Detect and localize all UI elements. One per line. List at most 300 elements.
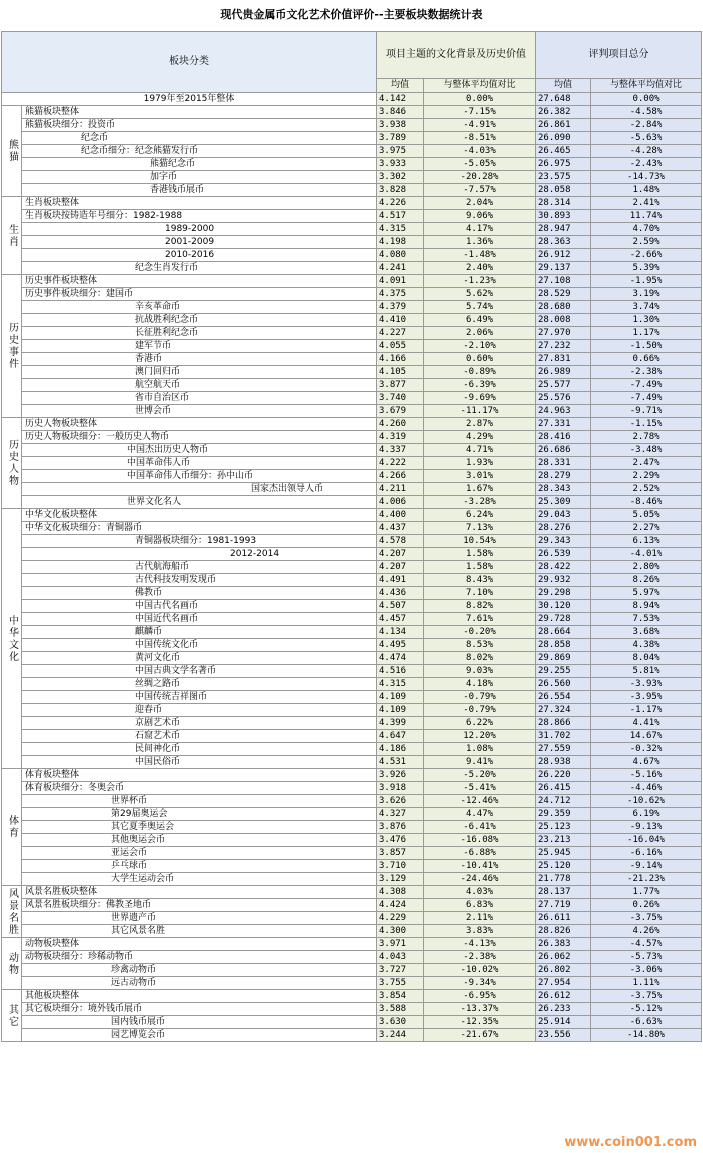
- culture-mean: 4.207: [377, 561, 424, 574]
- culture-compare: 1.58%: [424, 561, 536, 574]
- section-name: 熊猫: [2, 106, 22, 197]
- score-compare: -4.58%: [591, 106, 702, 119]
- row-label: 黄河文化币: [22, 652, 377, 665]
- score-mean: 28.858: [536, 639, 591, 652]
- culture-mean: 3.933: [377, 158, 424, 171]
- score-compare: -7.49%: [591, 379, 702, 392]
- table-row: [2, 574, 702, 587]
- score-mean: 26.686: [536, 444, 591, 457]
- culture-mean: 4.055: [377, 340, 424, 353]
- score-compare: -1.15%: [591, 418, 702, 431]
- culture-compare: -10.02%: [424, 964, 536, 977]
- row-label: 熊猫板块整体: [22, 106, 377, 119]
- row-label: 迎春币: [22, 704, 377, 717]
- row-label: 体育板块细分：冬奥会币: [22, 782, 377, 795]
- culture-compare: 8.02%: [424, 652, 536, 665]
- culture-mean: 3.679: [377, 405, 424, 418]
- row-label: 纪念币: [22, 132, 377, 145]
- score-mean: 29.728: [536, 613, 591, 626]
- culture-mean: 3.877: [377, 379, 424, 392]
- culture-mean: 4.211: [377, 483, 424, 496]
- table-row: [2, 509, 702, 522]
- culture-mean: 4.227: [377, 327, 424, 340]
- row-label: 世博会币: [22, 405, 377, 418]
- culture-compare: -1.48%: [424, 249, 536, 262]
- row-label: 建军节币: [22, 340, 377, 353]
- score-compare: -3.93%: [591, 678, 702, 691]
- score-compare: 1.17%: [591, 327, 702, 340]
- row-label: 中国传统文化币: [22, 639, 377, 652]
- culture-compare: 6.22%: [424, 717, 536, 730]
- culture-compare: 1.93%: [424, 457, 536, 470]
- row-label: 京剧艺术币: [22, 717, 377, 730]
- score-compare: 0.26%: [591, 899, 702, 912]
- table-row: [2, 951, 702, 964]
- table-row: [2, 184, 702, 197]
- score-mean: 23.213: [536, 834, 591, 847]
- table-row: [2, 886, 702, 899]
- table-row: [2, 418, 702, 431]
- score-compare: 6.13%: [591, 535, 702, 548]
- row-label: 航空航天币: [22, 379, 377, 392]
- row-label: 生肖板块按铸造年号细分：1982-1988: [22, 210, 377, 223]
- culture-compare: -21.67%: [424, 1029, 536, 1042]
- culture-compare: 5.74%: [424, 301, 536, 314]
- table-row: [2, 522, 702, 535]
- table-row: [2, 730, 702, 743]
- culture-mean: 3.727: [377, 964, 424, 977]
- score-mean-header: 均值: [536, 79, 591, 93]
- score-compare: -14.73%: [591, 171, 702, 184]
- score-compare: -1.95%: [591, 275, 702, 288]
- culture-mean: 3.588: [377, 1003, 424, 1016]
- culture-mean: 4.006: [377, 496, 424, 509]
- row-label: 珍禽动物币: [22, 964, 377, 977]
- table-row: [2, 834, 702, 847]
- section-name: 生肖: [2, 197, 22, 275]
- row-label: 2010-2016: [22, 249, 377, 262]
- row-label: 中华文化板块细分：青铜器币: [22, 522, 377, 535]
- score-compare: 5.97%: [591, 587, 702, 600]
- culture-compare: 2.11%: [424, 912, 536, 925]
- overall-row: [2, 93, 702, 106]
- row-label: 中国杰出历史人物币: [22, 444, 377, 457]
- culture-compare: 4.29%: [424, 431, 536, 444]
- score-compare: 1.30%: [591, 314, 702, 327]
- overall-score-mean: 27.648: [536, 93, 591, 106]
- score-mean: 28.314: [536, 197, 591, 210]
- overall-culture-mean: 4.142: [377, 93, 424, 106]
- culture-mean: 4.437: [377, 522, 424, 535]
- score-compare: -5.73%: [591, 951, 702, 964]
- score-mean: 21.778: [536, 873, 591, 886]
- table-row: [2, 210, 702, 223]
- table-row: [2, 353, 702, 366]
- culture-compare: 1.08%: [424, 743, 536, 756]
- row-label: 国家杰出领导人币: [22, 483, 377, 496]
- row-label: 世界杯币: [22, 795, 377, 808]
- culture-compare: -12.46%: [424, 795, 536, 808]
- table-row: [2, 145, 702, 158]
- culture-mean: 4.109: [377, 704, 424, 717]
- table-row: [2, 587, 702, 600]
- table-row: [2, 717, 702, 730]
- score-compare: 8.94%: [591, 600, 702, 613]
- row-label: 园艺博览会币: [22, 1029, 377, 1042]
- score-mean: 26.383: [536, 938, 591, 951]
- culture-mean: 4.319: [377, 431, 424, 444]
- culture-mean: 3.129: [377, 873, 424, 886]
- score-compare: -3.95%: [591, 691, 702, 704]
- score-mean: 27.559: [536, 743, 591, 756]
- row-label: 熊猫纪念币: [22, 158, 377, 171]
- table-row: [2, 158, 702, 171]
- table-row: [2, 535, 702, 548]
- score-compare: -1.17%: [591, 704, 702, 717]
- score-compare: -3.06%: [591, 964, 702, 977]
- table-row: [2, 379, 702, 392]
- score-compare: 5.39%: [591, 262, 702, 275]
- score-mean: 28.279: [536, 470, 591, 483]
- row-label: 省市自治区币: [22, 392, 377, 405]
- score-mean: 23.556: [536, 1029, 591, 1042]
- score-compare: -3.75%: [591, 912, 702, 925]
- culture-compare: -24.46%: [424, 873, 536, 886]
- culture-mean: 3.755: [377, 977, 424, 990]
- score-compare: -9.13%: [591, 821, 702, 834]
- table-row: [2, 847, 702, 860]
- row-label: 历史事件板块细分：建国币: [22, 288, 377, 301]
- culture-compare: -16.08%: [424, 834, 536, 847]
- culture-compare: 4.71%: [424, 444, 536, 457]
- score-compare: 4.26%: [591, 925, 702, 938]
- score-mean: 26.220: [536, 769, 591, 782]
- culture-compare: 4.03%: [424, 886, 536, 899]
- table-row: [2, 1003, 702, 1016]
- culture-compare-header: 与整体平均值对比: [424, 79, 536, 93]
- culture-compare: 4.17%: [424, 223, 536, 236]
- culture-compare: -8.51%: [424, 132, 536, 145]
- culture-compare: 7.13%: [424, 522, 536, 535]
- row-label: 风景名胜板块整体: [22, 886, 377, 899]
- table-row: [2, 964, 702, 977]
- score-compare: 5.81%: [591, 665, 702, 678]
- table-row: [2, 444, 702, 457]
- culture-mean: 3.975: [377, 145, 424, 158]
- section-name: 体育: [2, 769, 22, 886]
- score-compare: 0.66%: [591, 353, 702, 366]
- culture-mean: 4.266: [377, 470, 424, 483]
- culture-compare: -4.03%: [424, 145, 536, 158]
- score-mean: 28.826: [536, 925, 591, 938]
- culture-compare: 3.01%: [424, 470, 536, 483]
- culture-mean: 4.226: [377, 197, 424, 210]
- culture-mean: 4.495: [377, 639, 424, 652]
- score-mean: 27.232: [536, 340, 591, 353]
- culture-compare: -9.34%: [424, 977, 536, 990]
- score-mean: 29.298: [536, 587, 591, 600]
- score-compare: -4.46%: [591, 782, 702, 795]
- score-mean: 28.422: [536, 561, 591, 574]
- score-mean: 28.137: [536, 886, 591, 899]
- score-mean: 29.932: [536, 574, 591, 587]
- score-compare: 14.67%: [591, 730, 702, 743]
- score-mean: 26.062: [536, 951, 591, 964]
- table-row: [2, 236, 702, 249]
- table-row: [2, 808, 702, 821]
- score-compare: 2.47%: [591, 457, 702, 470]
- table-row: [2, 613, 702, 626]
- section-name: 中华文化: [2, 509, 22, 769]
- culture-mean: 4.375: [377, 288, 424, 301]
- culture-mean: 4.222: [377, 457, 424, 470]
- culture-mean: 4.315: [377, 223, 424, 236]
- culture-compare: -0.89%: [424, 366, 536, 379]
- score-mean: 26.802: [536, 964, 591, 977]
- table-row: [2, 301, 702, 314]
- score-mean: 26.612: [536, 990, 591, 1003]
- table-row: [2, 678, 702, 691]
- table-row: [2, 1029, 702, 1042]
- score-compare: -1.50%: [591, 340, 702, 353]
- culture-compare: 9.03%: [424, 665, 536, 678]
- culture-mean: 3.846: [377, 106, 424, 119]
- score-compare: -5.16%: [591, 769, 702, 782]
- score-mean: 25.576: [536, 392, 591, 405]
- score-compare: 3.74%: [591, 301, 702, 314]
- culture-compare: -11.17%: [424, 405, 536, 418]
- culture-mean: 4.043: [377, 951, 424, 964]
- section-name: 其它: [2, 990, 22, 1042]
- table-row: [2, 431, 702, 444]
- score-mean: 23.575: [536, 171, 591, 184]
- score-compare: 2.27%: [591, 522, 702, 535]
- score-compare: -2.43%: [591, 158, 702, 171]
- culture-mean: 3.938: [377, 119, 424, 132]
- row-label: 纪念生肖发行币: [22, 262, 377, 275]
- score-mean: 29.043: [536, 509, 591, 522]
- culture-compare: -4.91%: [424, 119, 536, 132]
- culture-compare: -5.41%: [424, 782, 536, 795]
- culture-compare: 9.06%: [424, 210, 536, 223]
- culture-mean: 4.424: [377, 899, 424, 912]
- row-label: 中国古典文学名著币: [22, 665, 377, 678]
- row-label: 长征胜利纪念币: [22, 327, 377, 340]
- score-mean: 30.893: [536, 210, 591, 223]
- culture-compare: 6.83%: [424, 899, 536, 912]
- score-compare: -16.04%: [591, 834, 702, 847]
- culture-mean: 4.457: [377, 613, 424, 626]
- row-label: 1989-2000: [22, 223, 377, 236]
- culture-mean: 4.327: [377, 808, 424, 821]
- culture-compare: 4.18%: [424, 678, 536, 691]
- culture-mean-header: 均值: [377, 79, 424, 93]
- culture-mean: 3.476: [377, 834, 424, 847]
- row-label: 抗战胜利纪念币: [22, 314, 377, 327]
- overall-score-compare: 0.00%: [591, 93, 702, 106]
- culture-compare: 9.41%: [424, 756, 536, 769]
- table-row: [2, 275, 702, 288]
- table-row: [2, 457, 702, 470]
- row-label: 中国传统吉祥图币: [22, 691, 377, 704]
- culture-compare: 1.67%: [424, 483, 536, 496]
- section-name: 历史人物: [2, 418, 22, 509]
- culture-mean: 4.516: [377, 665, 424, 678]
- score-mean: 28.276: [536, 522, 591, 535]
- score-compare: -7.49%: [591, 392, 702, 405]
- culture-mean: 4.507: [377, 600, 424, 613]
- culture-compare: -0.79%: [424, 704, 536, 717]
- score-compare: -0.32%: [591, 743, 702, 756]
- score-compare: -6.63%: [591, 1016, 702, 1029]
- culture-mean: 3.926: [377, 769, 424, 782]
- table-row: [2, 821, 702, 834]
- table-row: [2, 938, 702, 951]
- row-label: 其他板块整体: [22, 990, 377, 1003]
- score-compare: 1.48%: [591, 184, 702, 197]
- table-row: [2, 860, 702, 873]
- table-row: [2, 340, 702, 353]
- table-row: [2, 132, 702, 145]
- culture-compare: -6.95%: [424, 990, 536, 1003]
- row-label: 亚运会币: [22, 847, 377, 860]
- stats-table: [1, 31, 702, 1042]
- table-row: [2, 691, 702, 704]
- score-compare: 3.68%: [591, 626, 702, 639]
- score-mean: 24.963: [536, 405, 591, 418]
- table-row: [2, 782, 702, 795]
- culture-compare: 6.24%: [424, 509, 536, 522]
- culture-mean: 3.630: [377, 1016, 424, 1029]
- culture-compare: 3.83%: [424, 925, 536, 938]
- culture-mean: 4.229: [377, 912, 424, 925]
- score-mean: 26.465: [536, 145, 591, 158]
- score-compare: -9.14%: [591, 860, 702, 873]
- row-label: 历史人物板块整体: [22, 418, 377, 431]
- row-label: 历史事件板块整体: [22, 275, 377, 288]
- row-label: 麒麟币: [22, 626, 377, 639]
- score-mean: 29.137: [536, 262, 591, 275]
- culture-mean: 4.436: [377, 587, 424, 600]
- score-compare: 7.53%: [591, 613, 702, 626]
- score-compare: -2.84%: [591, 119, 702, 132]
- score-mean: 26.861: [536, 119, 591, 132]
- table-row: [2, 626, 702, 639]
- culture-compare: -2.10%: [424, 340, 536, 353]
- row-label: 辛亥革命币: [22, 301, 377, 314]
- culture-mean: 4.517: [377, 210, 424, 223]
- score-compare: -4.01%: [591, 548, 702, 561]
- section-name: 历史事件: [2, 275, 22, 418]
- culture-compare: 8.43%: [424, 574, 536, 587]
- culture-mean: 3.971: [377, 938, 424, 951]
- score-compare: -3.75%: [591, 990, 702, 1003]
- row-label: 历史人物板块细分：一般历史人物币: [22, 431, 377, 444]
- score-mean: 28.343: [536, 483, 591, 496]
- score-compare: 2.78%: [591, 431, 702, 444]
- score-mean: 26.611: [536, 912, 591, 925]
- score-compare: 4.41%: [591, 717, 702, 730]
- score-compare: 1.11%: [591, 977, 702, 990]
- culture-mean: 3.789: [377, 132, 424, 145]
- overall-label: 1979年至2015年整体: [2, 93, 377, 106]
- culture-mean: 4.399: [377, 717, 424, 730]
- table-row: [2, 990, 702, 1003]
- row-label: 中国古代名画币: [22, 600, 377, 613]
- culture-compare: -12.35%: [424, 1016, 536, 1029]
- culture-mean: 4.134: [377, 626, 424, 639]
- score-mean: 26.554: [536, 691, 591, 704]
- score-compare: 8.04%: [591, 652, 702, 665]
- score-mean: 28.331: [536, 457, 591, 470]
- score-compare: 6.19%: [591, 808, 702, 821]
- score-mean: 25.945: [536, 847, 591, 860]
- culture-compare: -1.23%: [424, 275, 536, 288]
- score-mean: 27.954: [536, 977, 591, 990]
- culture-compare: -6.39%: [424, 379, 536, 392]
- total-score-header: 评判项目总分: [536, 32, 702, 79]
- row-label: 香港钱币展币: [22, 184, 377, 197]
- score-mean: 25.120: [536, 860, 591, 873]
- culture-compare: 5.62%: [424, 288, 536, 301]
- culture-mean: 4.166: [377, 353, 424, 366]
- table-row: [2, 912, 702, 925]
- table-row: [2, 327, 702, 340]
- score-mean: 25.123: [536, 821, 591, 834]
- culture-mean: 3.302: [377, 171, 424, 184]
- row-label: 佛教币: [22, 587, 377, 600]
- row-label: 乒乓球币: [22, 860, 377, 873]
- row-label: 2012-2014: [22, 548, 377, 561]
- watermark: www.coin001.com: [564, 1135, 697, 1150]
- table-title: 现代贵金属币文化艺术价值评价--主要板块数据统计表: [220, 8, 483, 21]
- score-mean: 28.664: [536, 626, 591, 639]
- culture-mean: 3.918: [377, 782, 424, 795]
- culture-mean: 4.109: [377, 691, 424, 704]
- score-compare: 3.19%: [591, 288, 702, 301]
- score-compare: 11.74%: [591, 210, 702, 223]
- culture-mean: 4.337: [377, 444, 424, 457]
- table-row: [2, 561, 702, 574]
- section-name: 风景名胜: [2, 886, 22, 938]
- culture-mean: 4.300: [377, 925, 424, 938]
- culture-mean: 4.474: [377, 652, 424, 665]
- category-header: 板块分类: [2, 32, 377, 93]
- culture-compare: 1.36%: [424, 236, 536, 249]
- score-compare: 4.70%: [591, 223, 702, 236]
- score-compare: 2.80%: [591, 561, 702, 574]
- culture-compare: 6.49%: [424, 314, 536, 327]
- culture-compare: -6.41%: [424, 821, 536, 834]
- row-label: 中国近代名画币: [22, 613, 377, 626]
- score-mean: 27.108: [536, 275, 591, 288]
- culture-mean: 4.207: [377, 548, 424, 561]
- culture-mean: 4.315: [377, 678, 424, 691]
- row-label: 加字币: [22, 171, 377, 184]
- culture-mean: 3.244: [377, 1029, 424, 1042]
- score-compare: -5.63%: [591, 132, 702, 145]
- score-mean: 26.912: [536, 249, 591, 262]
- table-row: [2, 392, 702, 405]
- row-label: 民间神化币: [22, 743, 377, 756]
- culture-mean: 4.186: [377, 743, 424, 756]
- table-row: [2, 249, 702, 262]
- score-mean: 25.577: [536, 379, 591, 392]
- row-label: 中国民俗币: [22, 756, 377, 769]
- score-mean: 28.529: [536, 288, 591, 301]
- section-name: 动物: [2, 938, 22, 990]
- score-compare: -5.12%: [591, 1003, 702, 1016]
